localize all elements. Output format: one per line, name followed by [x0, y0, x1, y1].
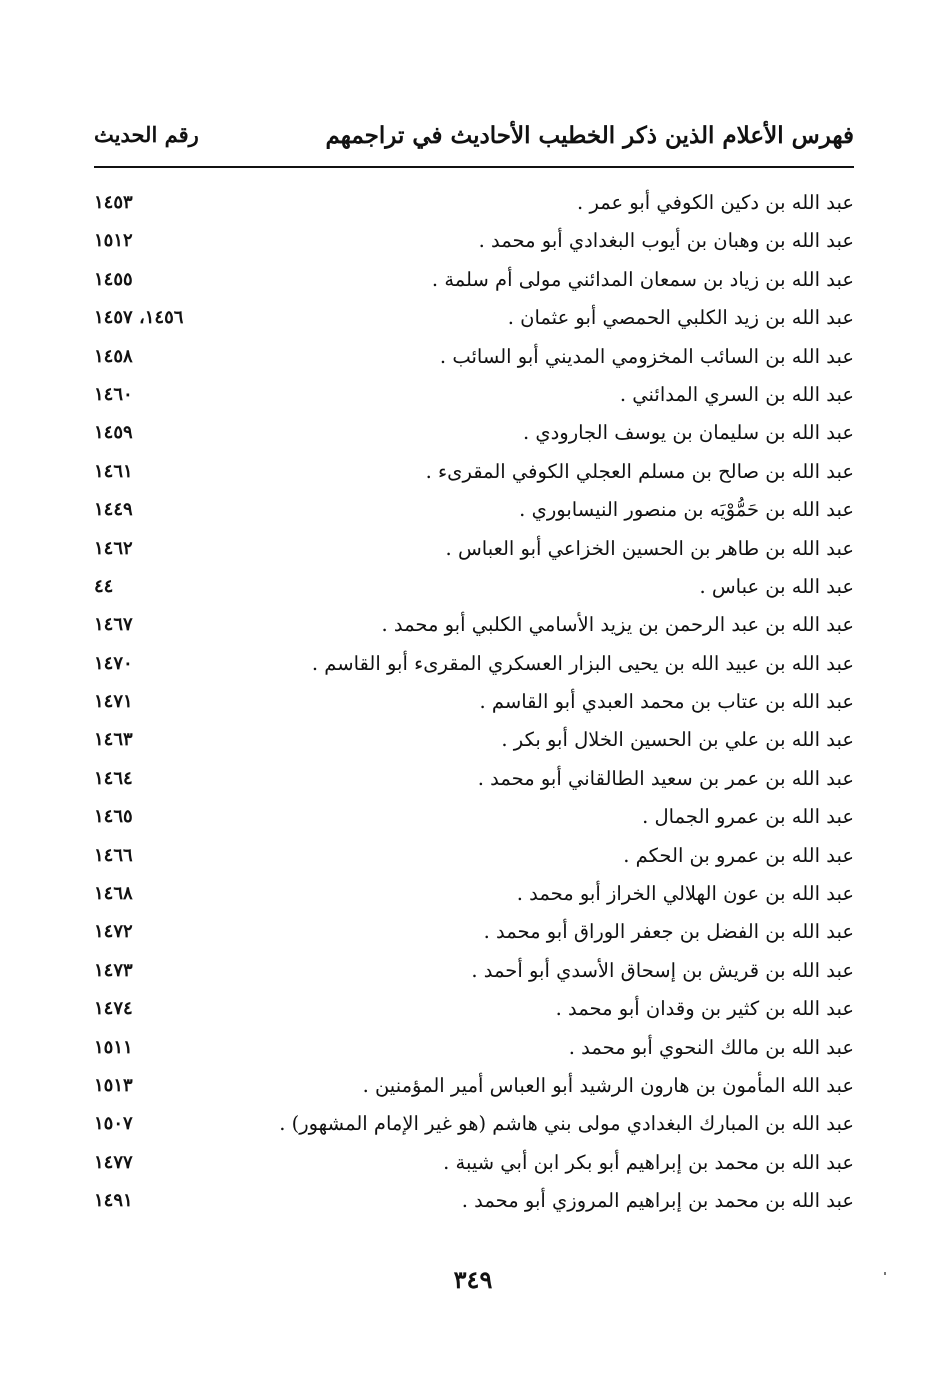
entry-name: عبد الله بن زيد الكلبي الحمصي أبو عثمان . [507, 306, 854, 330]
entry-hadith-numbers: ١٤٧٧ [94, 1151, 133, 1173]
entry-name: عبد الله بن حَمُّوْيَه بن منصور النيسابوري . [519, 498, 854, 522]
entry-name: عبد الله بن عمرو بن الحكم . [623, 843, 854, 867]
index-entry [94, 453, 854, 491]
entry-hadith-numbers: ١٤٦٣ [94, 729, 133, 751]
entry-hadith-numbers: ١٤٤٩ [94, 499, 133, 521]
index-entry [94, 913, 854, 951]
index-entry [94, 645, 854, 683]
entry-hadith-numbers: ١٤٧٠ [94, 652, 133, 674]
entry-name: عبد الله بن كثير بن وقدان أبو محمد . [555, 997, 854, 1021]
index-entry [94, 184, 854, 222]
entry-name: عبد الله بن وهبان بن أيوب البغدادي أبو محمد . [478, 229, 854, 253]
entry-hadith-numbers: ١٤٦٧ [94, 614, 133, 636]
entry-name: عبد الله بن عون الهلالي الخراز أبو محمد . [516, 882, 854, 906]
entry-hadith-numbers: ١٤٥٨ [94, 345, 133, 367]
entry-hadith-numbers: ١٤٦٦ [94, 844, 133, 866]
entry-name: عبد الله بن السائب المخزومي المديني أبو السائب . [439, 344, 854, 368]
hadith-number-column-label: رقم الحديث [94, 122, 199, 147]
index-entry [94, 760, 854, 798]
index-entry [94, 222, 854, 260]
index-entry [94, 952, 854, 990]
entry-hadith-numbers: ١٤٥٦، ١٤٥٧ [94, 307, 184, 329]
index-title: فهرس الأعلام الذين ذكر الخطيب الأحاديث في تراجمهم [325, 122, 854, 149]
index-entry [94, 376, 854, 414]
index-entry [94, 606, 854, 644]
entry-hadith-numbers: ١٥١١ [94, 1036, 133, 1058]
index-entry [94, 1182, 854, 1220]
entry-name: عبد الله بن صالح بن مسلم العجلي الكوفي المقرىء . [425, 459, 854, 483]
entry-name: عبد الله بن مالك النحوي أبو محمد . [568, 1035, 854, 1059]
entry-hadith-numbers: ١٤٥٣ [94, 192, 133, 213]
page-number: ٣٤٩ [453, 1265, 493, 1294]
entry-hadith-numbers: ١٤٦٢ [94, 537, 133, 559]
entry-name: عبد الله بن علي بن الحسين الخلال أبو بكر . [501, 728, 854, 752]
index-entry [94, 338, 854, 376]
index-entries [94, 184, 854, 1221]
entry-hadith-numbers: ١٤٦٤ [94, 767, 133, 789]
entry-name: عبد الله بن الفضل بن جعفر الوراق أبو محمد . [483, 920, 854, 944]
entry-hadith-numbers: ١٤٧٣ [94, 959, 133, 981]
entry-hadith-numbers: ١٤٩١ [94, 1190, 133, 1212]
entry-hadith-numbers: ١٥٠٧ [94, 1113, 133, 1135]
entry-hadith-numbers: ١٤٦٥ [94, 806, 133, 828]
entry-name: عبد الله بن محمد بن إبراهيم المروزي أبو محمد . [461, 1189, 854, 1213]
entry-hadith-numbers: ١٤٦٠ [94, 383, 133, 405]
index-entry [94, 875, 854, 913]
index-entry [94, 683, 854, 721]
entry-name: عبد الله بن عمرو الجمال . [642, 805, 854, 829]
index-entry [94, 491, 854, 529]
entry-hadith-numbers: ١٤٥٩ [94, 422, 133, 444]
index-entry [94, 837, 854, 875]
entry-hadith-numbers: ١٥١٣ [94, 1074, 133, 1096]
entry-hadith-numbers: ١٤٧٢ [94, 921, 133, 943]
index-entry [94, 721, 854, 759]
scan-speck [884, 1272, 886, 1275]
entry-name: عبد الله بن السري المدائني . [619, 382, 854, 406]
index-entry [94, 568, 854, 606]
page-header [94, 118, 854, 162]
index-entry [94, 798, 854, 836]
entry-name: عبد الله المأمون بن هارون الرشيد أبو العباس أمير المؤمنين . [362, 1073, 854, 1097]
index-entry [94, 1029, 854, 1067]
index-entry [94, 530, 854, 568]
entry-hadith-numbers: ١٤٧١ [94, 691, 133, 713]
entry-hadith-numbers: ١٤٦٨ [94, 883, 133, 905]
entry-name: عبد الله بن عبد الرحمن بن يزيد الأسامي الكلبي أبو محمد . [381, 613, 854, 637]
entry-name: عبد الله بن طاهر بن الحسين الخزاعي أبو العباس . [445, 536, 854, 560]
index-entry [94, 261, 854, 299]
entry-name: عبد الله بن عبيد الله بن يحيى البزار العسكري المقرىء أبو القاسم . [311, 651, 854, 675]
entry-name: عبد الله بن سليمان بن يوسف الجارودي . [522, 421, 854, 445]
index-entry [94, 990, 854, 1028]
entry-name: عبد الله بن عتاب بن محمد العبدي أبو القاسم . [479, 690, 854, 714]
entry-name: عبد الله بن زياد بن سمعان المدائني مولى أم سلمة . [431, 267, 854, 291]
entry-name: عبد الله بن المبارك البغدادي مولى بني هاشم (هو غير الإمام المشهور) . [279, 1112, 854, 1136]
index-entry [94, 1105, 854, 1143]
entry-name: عبد الله بن عباس . [699, 574, 854, 598]
entry-hadith-numbers: ١٤٦١ [94, 460, 133, 482]
header-divider [94, 166, 854, 168]
entry-name: عبد الله بن محمد بن إبراهيم أبو بكر ابن أبي شيبة . [443, 1150, 854, 1174]
entry-name: عبد الله بن دكين الكوفي أبو عمر . [577, 191, 854, 214]
index-entry [94, 1067, 854, 1105]
entry-hadith-numbers: ١٤٧٤ [94, 998, 133, 1020]
index-entry [94, 1144, 854, 1182]
entry-name: عبد الله بن عمر بن سعيد الطالقاني أبو محمد . [477, 766, 854, 790]
entry-hadith-numbers: ١٤٥٥ [94, 268, 133, 290]
entry-name: عبد الله بن قريش بن إسحاق الأسدي أبو أحمد . [471, 958, 854, 982]
entry-hadith-numbers: ٤٤ [94, 575, 114, 597]
index-entry [94, 299, 854, 337]
index-entry [94, 414, 854, 452]
entry-hadith-numbers: ١٥١٢ [94, 230, 133, 252]
